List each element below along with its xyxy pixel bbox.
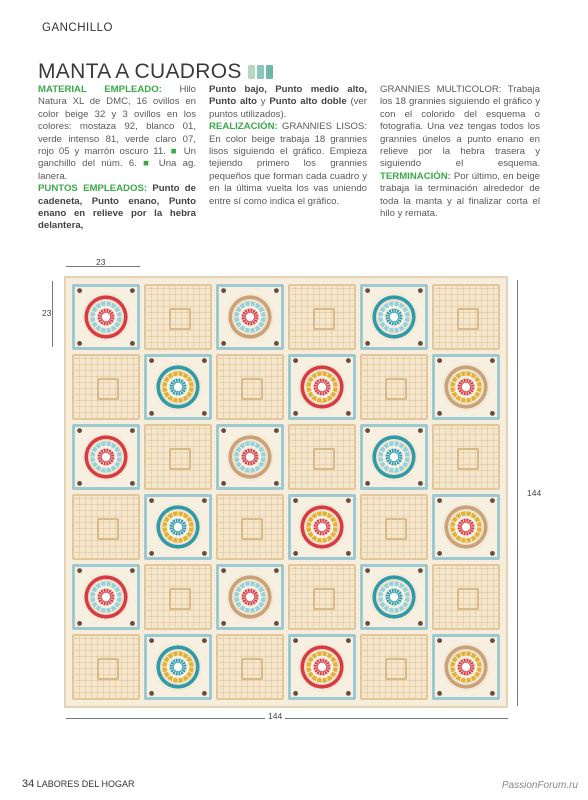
grannies-multicolor-text: Trabaja los 18 grannies siguiendo el gráfico y con el colorido del esquema o fotografía. Una vez tengas todos los grannies únelos a punto enano en relieve por la hebra trasera y siguiendo el esquema.: [380, 84, 540, 170]
puntos-bold: Punto alto doble: [269, 96, 347, 108]
material-label: MATERIAL EMPLEADO:: [38, 84, 162, 95]
granny-plain: [216, 354, 284, 420]
page-title: MANTA A CUADROS: [38, 60, 242, 83]
granny-multicolor: [432, 354, 500, 420]
publication-name: LABORES DEL HOGAR: [36, 779, 135, 789]
granny-multicolor: [360, 564, 428, 630]
dimension-line-bottom: [66, 718, 508, 719]
granny-plain: [432, 424, 500, 490]
granny-motif: [291, 357, 353, 417]
granny-motif: [363, 287, 425, 347]
text-column-2: [209, 84, 367, 208]
granny-plain: [144, 564, 212, 630]
granny-motif: [291, 637, 353, 697]
granny-plain: [432, 284, 500, 350]
granny-plain: [72, 354, 140, 420]
granny-motif: [219, 427, 281, 487]
granny-multicolor: [144, 354, 212, 420]
granny-multicolor: [72, 284, 140, 350]
grannies-lisos-label: GRANNIES LISOS:: [281, 121, 367, 133]
title-row: [38, 60, 273, 84]
granny-plain: [288, 564, 356, 630]
granny-multicolor: [432, 634, 500, 700]
granny-motif: [75, 427, 137, 487]
text-column-3: [380, 84, 540, 220]
granny-motif: [363, 427, 425, 487]
material-text: Hilo Natura XL de DMC, 16 ovillos en color beige 32 y 3 ovillos en los colores: mostaza 92, blanco 01, verde intenso 81, verde claro 07, rojo 05 y marrón oscuro 11.: [38, 84, 197, 158]
granny-motif: [219, 567, 281, 627]
puntos-label: PUNTOS EMPLEADOS:: [38, 183, 148, 195]
dimension-left-23: 23: [42, 308, 52, 318]
granny-multicolor: [360, 424, 428, 490]
realizacion-text: En color beige trabaja 18 grannies lisos siguiendo el gráfico. Empieza tejiendo primero los grannies pequeños que forman cada cuadro y en la última vuelta los vas uniendo entre sí como indica el gráfico.: [209, 133, 367, 207]
granny-plain: [216, 634, 284, 700]
dimension-line-right: [517, 280, 518, 706]
granny-plain: [432, 564, 500, 630]
granny-plain: [360, 634, 428, 700]
granny-multicolor: [360, 284, 428, 350]
puntos-conjunction: y: [260, 96, 266, 108]
granny-motif: [291, 497, 353, 557]
bullet-square-icon: ■: [170, 146, 179, 158]
dimension-line-left: [52, 281, 53, 347]
grannies-multicolor-label: GRANNIES MULTICOLOR:: [380, 84, 502, 95]
granny-motif: [219, 287, 281, 347]
thread-spools-icon: [248, 65, 273, 79]
granny-motif: [435, 357, 497, 417]
granny-plain: [144, 424, 212, 490]
granny-multicolor: [216, 424, 284, 490]
granny-motif: [75, 287, 137, 347]
granny-plain: [72, 634, 140, 700]
granny-motif: [363, 567, 425, 627]
granny-plain: [288, 424, 356, 490]
puntos-text: Punto de cadeneta, Punto enano, Punto enano en relieve por la hebra delantera,: [38, 183, 196, 232]
granny-multicolor: [216, 564, 284, 630]
puntos-note: (ver puntos utilizados).: [209, 96, 367, 120]
granny-plain: [360, 354, 428, 420]
dimension-top-23: 23: [96, 257, 106, 267]
terminacion-label: TERMINACIÓN:: [380, 170, 451, 182]
granny-motif: [147, 497, 209, 557]
page-number: 34: [22, 778, 35, 790]
terminacion-text: Por último, en beige trabaja la terminación alrededor de toda la manta y al finalizar corta el hilo y remata.: [380, 170, 541, 220]
granny-motif: [435, 497, 497, 557]
granny-multicolor: [72, 564, 140, 630]
puntos-continued: Punto bajo, Punto medio alto, Punto alto: [209, 84, 367, 108]
hook-text: Un ganchillo del núm. 6.: [38, 146, 196, 170]
granny-plain: [144, 284, 212, 350]
granny-multicolor: [216, 284, 284, 350]
granny-multicolor: [288, 354, 356, 420]
page-footer: [22, 778, 134, 790]
granny-multicolor: [144, 494, 212, 560]
dimension-bottom-144: 144: [265, 711, 285, 721]
granny-multicolor: [432, 494, 500, 560]
needle-text: Una ag. lanera.: [38, 158, 197, 182]
granny-motif: [435, 637, 497, 697]
granny-plain: [72, 494, 140, 560]
watermark: PassionForum.ru: [501, 780, 578, 791]
granny-multicolor: [288, 634, 356, 700]
realizacion-label: REALIZACIÓN:: [209, 121, 278, 133]
bullet-square-icon: ■: [143, 158, 153, 170]
granny-multicolor: [72, 424, 140, 490]
text-column-1: [38, 84, 196, 233]
granny-motif: [75, 567, 137, 627]
section-label: GANCHILLO: [42, 22, 113, 34]
granny-motif: [147, 357, 209, 417]
dimension-right-144: 144: [527, 488, 542, 498]
granny-multicolor: [144, 634, 212, 700]
blanket-diagram: [64, 276, 508, 708]
granny-multicolor: [288, 494, 356, 560]
granny-plain: [216, 494, 284, 560]
granny-plain: [360, 494, 428, 560]
granny-grid: [72, 284, 500, 700]
granny-plain: [288, 284, 356, 350]
granny-motif: [147, 637, 209, 697]
